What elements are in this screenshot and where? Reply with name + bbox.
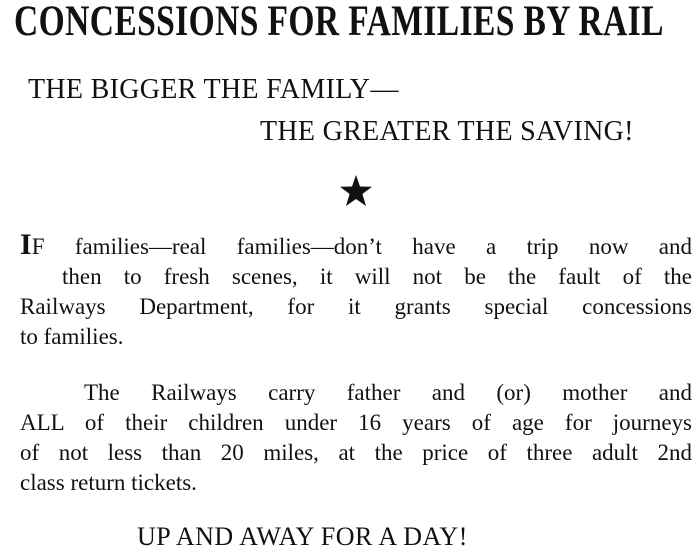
paragraph-line-text: F families—real families—don’t have a trip now and bbox=[31, 234, 692, 259]
subheading-line-2: THE GREATER THE SAVING! bbox=[260, 116, 634, 147]
closing-heading: UP AND AWAY FOR A DAY! bbox=[137, 522, 468, 551]
star-icon bbox=[339, 174, 373, 208]
paragraph-line: ALL of their children under 16 years of age for journeys bbox=[20, 410, 692, 435]
paragraph-line: of not less than 20 miles, at the price of three adult 2nd bbox=[20, 440, 692, 465]
subheading-line-1: THE BIGGER THE FAMILY— bbox=[28, 74, 399, 105]
paragraph-line: then to fresh scenes, it will not be the fault of the bbox=[62, 264, 692, 289]
paragraph-line: Railways Department, for it grants special concessions bbox=[20, 294, 692, 319]
body-paragraph-2 bbox=[20, 378, 692, 498]
paragraph-line bbox=[20, 230, 692, 262]
body-paragraph-1 bbox=[20, 230, 692, 352]
drop-cap: I bbox=[20, 228, 32, 261]
page-title: CONCESSIONS FOR FAMILIES BY RAIL bbox=[14, 0, 664, 45]
paragraph-line: The Railways carry father and (or) mother and bbox=[84, 380, 692, 405]
paragraph-line: class return tickets. bbox=[20, 470, 197, 495]
paragraph-line: to families. bbox=[20, 324, 124, 349]
